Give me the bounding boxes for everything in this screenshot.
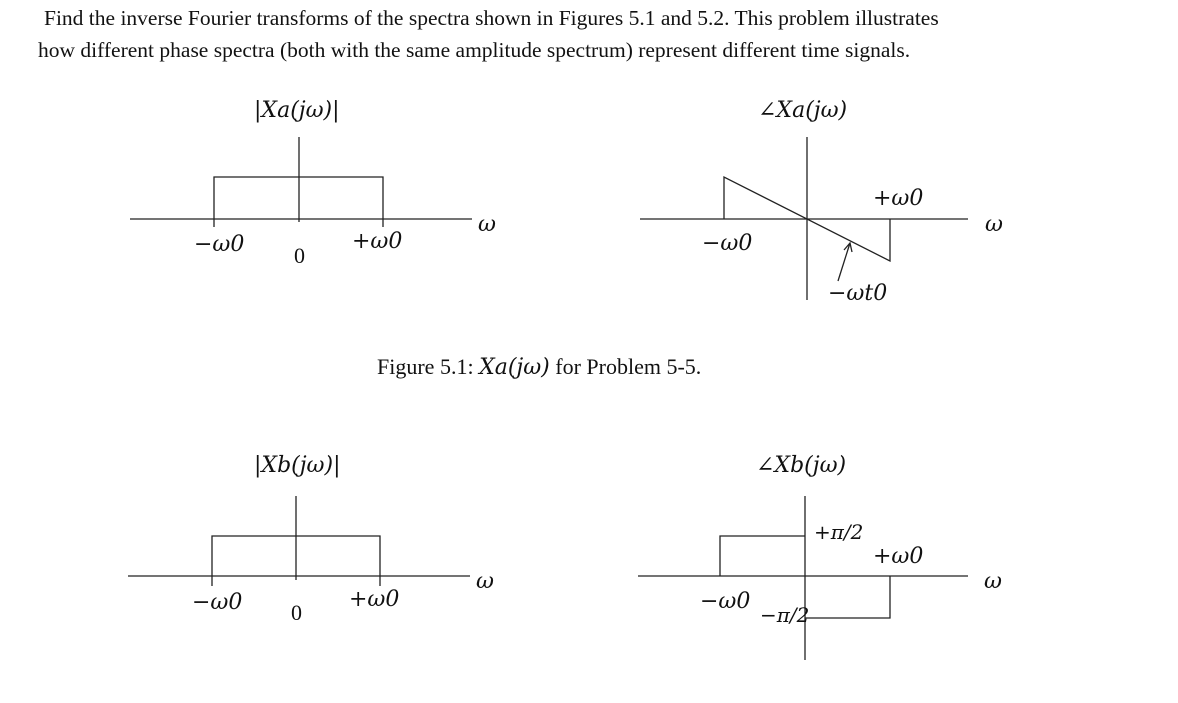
problem-text-line-1: Find the inverse Fourier transforms of the spectra shown in Figures 5.1 and 5.2. This problem illustrates (44, 6, 939, 30)
fig52-phase-tick-pos: +ω0 (873, 544, 924, 569)
fig52-mag-axis-label: ω (476, 569, 494, 594)
fig52-phase-neg-level: −π/2 (760, 603, 810, 627)
fig51-phase-axis-label: ω (985, 212, 1003, 237)
fig51-slope-label: −ωt0 (828, 281, 888, 306)
fig51-mag-title: |Xa(jω)| (254, 98, 340, 123)
fig52-mag-tick-neg: −ω0 (192, 590, 243, 615)
fig52-phase-pos-level: +π/2 (814, 520, 864, 544)
problem-text-line-2: how different phase spectra (both with the same amplitude spectrum) represent different time signals. (38, 38, 911, 62)
fig52-mag-tick-pos: +ω0 (349, 587, 400, 612)
fig51-phase-title: ∠Xa(jω) (758, 98, 848, 123)
fig52-phase-tick-neg: −ω0 (700, 589, 751, 614)
fig51-magnitude-plot (130, 137, 472, 227)
caption-math: Xa(jω) (479, 355, 550, 380)
figure-5-1-caption (377, 354, 701, 380)
fig52-phase-axis-label: ω (984, 569, 1002, 594)
fig52-magnitude-plot (128, 496, 470, 586)
fig52-phase-neg-step (805, 576, 890, 618)
caption-suffix: for Problem 5-5. (555, 354, 702, 379)
fig52-phase-pos-step (720, 536, 805, 576)
fig51-slope-arrow (838, 243, 850, 281)
fig51-mag-axis-label: ω (478, 212, 496, 237)
caption-prefix: Figure 5.1: (377, 354, 474, 379)
fig51-mag-tick-neg: −ω0 (194, 232, 245, 257)
fig52-mag-tick-zero: 0 (291, 600, 302, 625)
fig51-phase-tick-pos: +ω0 (873, 186, 924, 211)
fig52-phase-plot (638, 496, 968, 660)
fig51-phase-plot (640, 137, 968, 300)
fig51-phase-tick-neg: −ω0 (702, 231, 753, 256)
fig52-mag-title: |Xb(jω)| (254, 453, 341, 478)
fig52-phase-title: ∠Xb(jω) (756, 453, 847, 478)
fig51-mag-tick-zero: 0 (294, 243, 305, 268)
fig51-mag-tick-pos: +ω0 (352, 229, 403, 254)
